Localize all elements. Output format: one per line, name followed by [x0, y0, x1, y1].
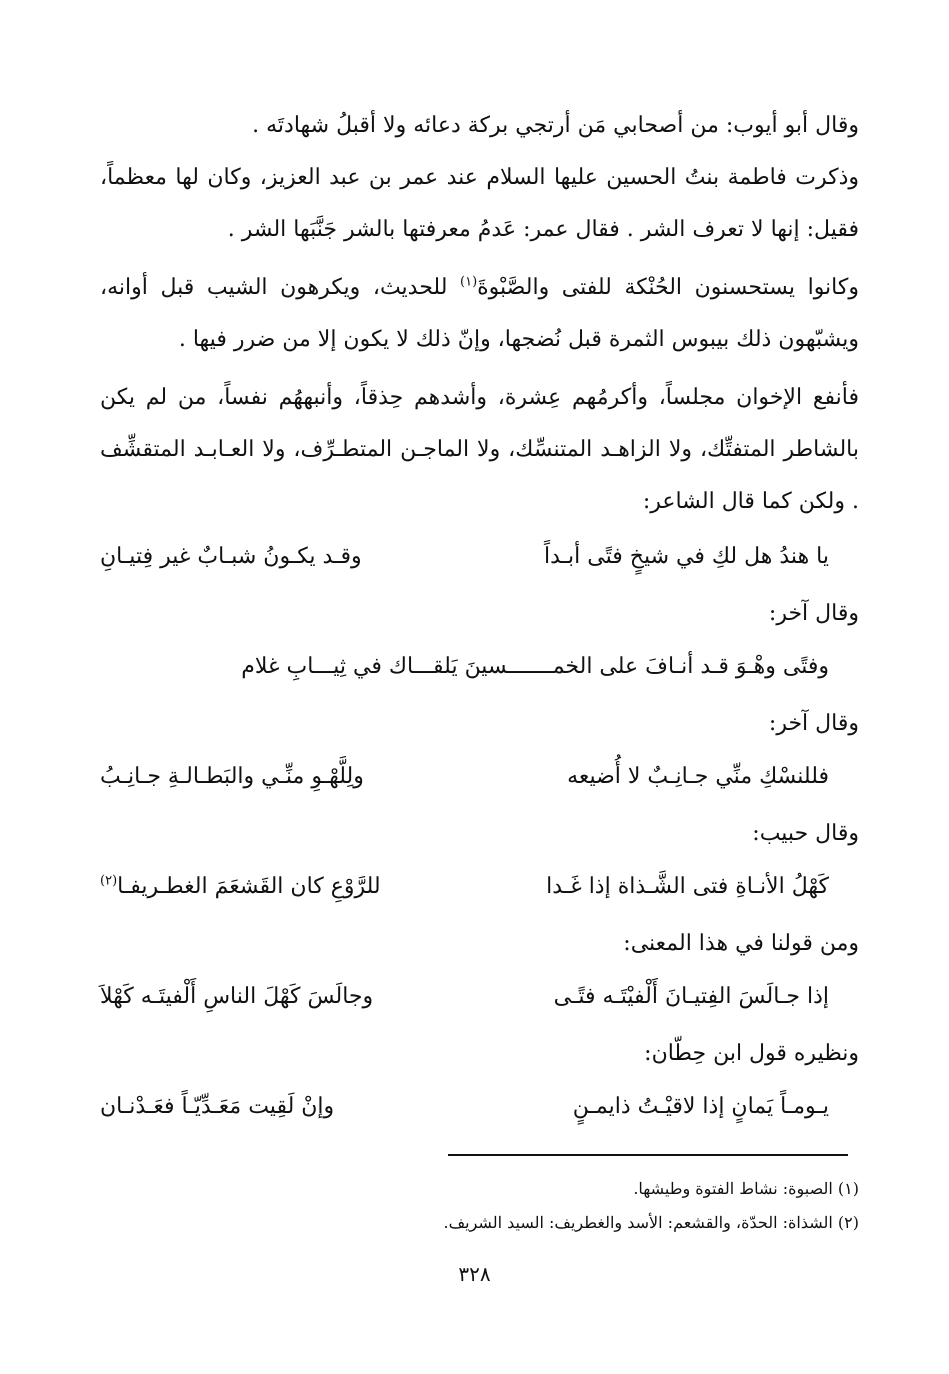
footnote-marker-1: (١) [460, 274, 478, 290]
verse-6-second-hemistich: وإنْ لَقِيت مَعَـدِّيّـاً فعَـدْنـان [100, 1094, 335, 1119]
verse-4-second-hemistich [100, 858, 381, 916]
verse-1-first-hemistich: يا هندُ هل لكِ في شيخٍ فتًى أبـداً [543, 544, 829, 569]
footnote-1: (١) الصبوة: نشاط الفتوة وطيشها. [633, 1179, 859, 1198]
verse-3-first-hemistich: فللنسْكِ منِّي جـانِـبٌ لا أُضيعه [567, 764, 829, 789]
paragraph-fatima: وذكرت فاطمة بنتُ الحسين عليها السلام عند عمر بن عبد العزيز، وكان لها معظماً، فقيل: إنها لا تعرف الشر . فقال عمر: عَدمُ معرفتها بالشر جَنَّبَها الشر . [100, 165, 859, 242]
verse-1 [100, 528, 859, 586]
paragraph-hunka [100, 262, 859, 366]
verse-5-first-hemistich: إذا جـالَسَ الفِتيـانَ أَلْفيْتَـه فتًـى [553, 984, 829, 1009]
verse-6 [100, 1078, 859, 1136]
paragraph-hunka-text-b: للحديث، ويكرهون الشيب قبل أوانه، ويشبّهون ذلك بيبوس الثمرة قبل نُضجها، وإنّ ذلك لا يكون إلا من ضرر فيها . [100, 275, 859, 352]
footnote-2: (٢) الشذاة: الحدّة، والقشعم: الأسد والغطريف: السيد الشريف. [443, 1213, 859, 1232]
verse-4-first-hemistich: كَهْلُ الأنـاةِ فتى الشَّـذاة إذا غَـدا [546, 874, 829, 899]
verse-1-second-hemistich: وقـد يكـونُ شبـابٌ غير فِتيـانِ [100, 544, 362, 569]
footnotes [100, 1172, 859, 1240]
verse-4-intro: وقال حبيب: [752, 821, 859, 846]
verse-2-full-line: وفتًى وهْـوَ قـد أنـافَ على الخمـــــــسينَ يَلقـــاك في ثِيـــابِ غلام [241, 654, 829, 679]
footnote-divider [448, 1154, 848, 1156]
verse-4-second-text: للرَّوْعِ كان القَشعَمَ الغطـريفـا [117, 874, 381, 899]
verse-6-first-hemistich: يـومـاً يَمانٍ إذا لاقيْـتُ ذايمـنٍ [572, 1094, 829, 1119]
verse-2 [100, 638, 859, 696]
paragraph-hunka-text-a: وكانوا يستحسنون الحُنْكة للفتى والصَّبْوةَ [477, 275, 859, 300]
page-number: ٣٢٨ [458, 1262, 491, 1286]
verse-3 [100, 748, 859, 806]
verse-6-intro: ونظيره قول ابن حِطّان: [644, 1041, 859, 1066]
verse-2-intro: وقال آخر: [768, 601, 859, 626]
main-text [100, 100, 859, 1136]
paragraph-ikhwan: فأنفع الإخوان مجلساً، وأكرمُهم عِشرة، وأشدهم حِذقاً، وأنبههُم نفساً، من لم يكن بالشاطر المتفتِّك، ولا الزاهـد المتنسِّك، ولا الماجـن المتطـرِّف، ولا العـابـد المتقشِّف . ولكن كما قال الشاعر: [100, 385, 859, 514]
footnote-marker-2: (٢) [100, 873, 118, 889]
verse-5 [100, 968, 859, 1026]
verse-4 [100, 858, 859, 916]
verse-3-second-hemistich: ولِلَّهْـوِ منِّـي والبَطـالـةِ جـانِـبُ [100, 764, 364, 789]
paragraph-abu-ayyub: وقال أبو أيوب: من أصحابي مَن أرتجي بركة دعائه ولا أقبلُ شهادتَه . [252, 113, 859, 138]
verse-5-second-hemistich: وجالَسَ كَهْلَ الناسِ أَلْفيتَـه كَهْلاَ [100, 984, 374, 1009]
verse-3-intro: وقال آخر: [768, 711, 859, 736]
verse-5-intro: ومن قولنا في هذا المعنى: [623, 931, 859, 956]
